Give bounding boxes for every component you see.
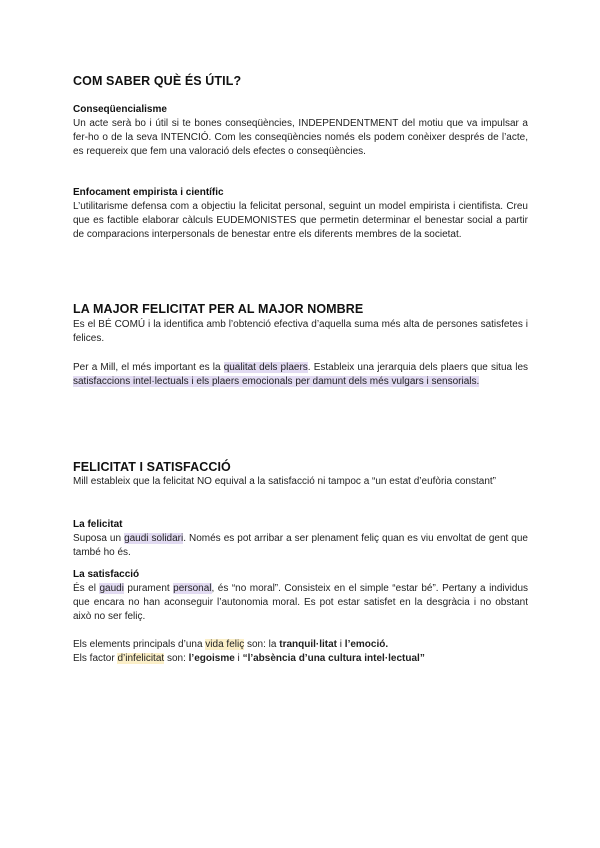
highlight-quality: qualitat dels plaers [223, 362, 308, 373]
text-segment: . Estableix una jerarquia dels plaers que situa les [307, 362, 528, 373]
section-title-happiness-satisfaction: FELICITAT I SATISFACCIÓ [73, 460, 231, 474]
text-segment: És el [73, 583, 100, 594]
paragraph-happiness [73, 532, 528, 560]
line-happy-life-elements [73, 638, 528, 652]
section-title-greatest-happiness: LA MAJOR FELICITAT PER AL MAJOR NOMBRE [73, 302, 364, 316]
highlight-personal: personal [173, 583, 212, 594]
text-segment: . Només es pot arribar a ser plenament feliç quan es viu envoltat de gent que també ho és. [73, 533, 528, 558]
heading-empiricist: Enfocament empirista i científic [73, 187, 224, 198]
text-segment: son: [164, 653, 189, 664]
paragraph-empiricist: L’utilitarisme defensa com a objectiu la felicitat personal, seguint un model empirista i cientifista. Creu que es factible elaborar càlculs EUDEMONISTES que permetin determinar el benestar social a partir de comparacions interpersonals de benestar entre els diferents membres de la societat. [73, 201, 528, 240]
text-segment: , és “no moral”. Consisteix en el simple “estar bé”. Pertany a individus que encara no han aconseguir l’autonomia moral. Es pot estar satisfet en la desgràcia i no obstant això no ser feliç. [73, 583, 528, 622]
heading-satisfaction: La satisfacció [73, 569, 140, 580]
heading-happiness: La felicitat [73, 519, 123, 530]
text-segment: i [234, 653, 243, 664]
text-segment: Suposa un [73, 533, 125, 544]
highlight-solidarity: gaudi solidari [124, 533, 184, 544]
text-segment: Per a Mill, el més important es la [73, 362, 224, 373]
text-segment: i [337, 639, 345, 650]
paragraph-mill-intro: Mill estableix que la felicitat NO equival a la satisfacció ni tampoc a “un estat d’eufòria constant” [73, 476, 496, 487]
paragraph-quality-pleasures [73, 361, 528, 389]
highlight-intellectual: satisfaccions intel·lectuals i els plaers emocionals per damunt dels més vulgars i sensorials. [73, 376, 480, 387]
section-title-useful: COM SABER QUÈ ÉS ÚTIL? [73, 74, 242, 88]
text-segment: son: la [244, 639, 280, 650]
highlight-unhappiness: d’infelicitat [117, 653, 165, 664]
text-segment: Els factor [73, 653, 118, 664]
paragraph-satisfaction [73, 582, 528, 624]
bold-emotion: l’emoció. [344, 639, 389, 650]
line-unhappiness-factors [73, 652, 528, 666]
paragraph-common-good: Es el BÉ COMÚ i la identifica amb l’obtenció efectiva d’aquella suma més alta de persones satisfetes i felices. [73, 319, 528, 344]
highlight-gaudi: gaudi [99, 583, 124, 594]
bold-egoism: l’egoisme [188, 653, 235, 664]
bold-tranquility: tranquil·litat [279, 639, 338, 650]
bold-lack-culture: “l’absència d’una cultura intel·lectual” [242, 653, 425, 664]
text-segment: purament [123, 583, 174, 594]
paragraph-consequentialism: Un acte serà bo i útil si te bones conseqüències, INDEPENDENTMENT del motiu que va impulsar a fer-ho o de la seva INTENCIÓ. Com les conseqüències només els podem conèixer després de l’acte, es requereix que fem una valoració dels efectes o conseqüències. [73, 118, 528, 157]
text-segment: Els elements principals d’una [73, 639, 206, 650]
heading-consequentialism: Conseqüencialisme [73, 104, 167, 115]
highlight-happy-life: vida feliç [205, 639, 245, 650]
